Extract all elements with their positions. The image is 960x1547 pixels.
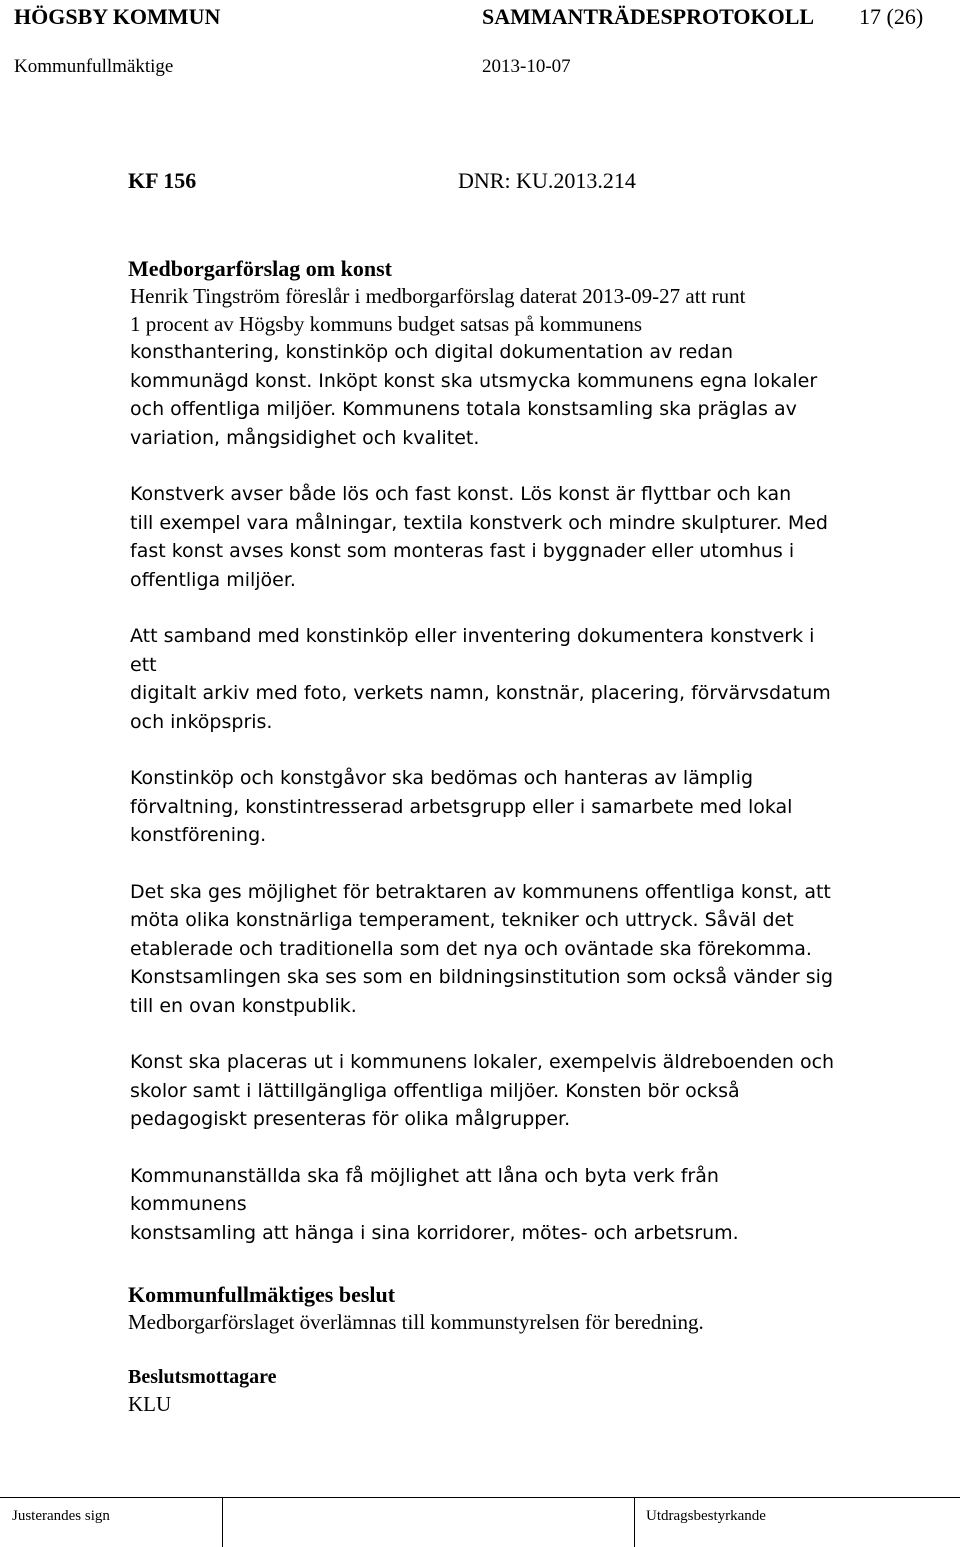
- body-text: [130, 338, 930, 1247]
- paragraph: [130, 1048, 930, 1134]
- paragraph-line: till exempel vara målningar, textila konstverk och mindre skulpturer. Med: [130, 511, 828, 534]
- paragraph-line: och offentliga miljöer. Kommunens totala konstsamling ska präglas av: [130, 398, 797, 420]
- decision-title: Kommunfullmäktiges beslut: [128, 1282, 396, 1307]
- footer-sign-box-2: [223, 1498, 635, 1547]
- paragraph-line: konstförening.: [130, 824, 267, 846]
- case-dnr: DNR: KU.2013.214: [458, 168, 636, 193]
- recipients-text: KLU: [128, 1392, 172, 1416]
- paragraph-line: Konstsamlingen ska ses som en bildningsinstitution som också vänder sig: [130, 966, 833, 988]
- municipality-name: HÖGSBY KOMMUN: [14, 4, 221, 29]
- paragraph-line: ett: [130, 653, 157, 676]
- paragraph-line: till en ovan konstpublik.: [130, 994, 357, 1017]
- paragraph-line: Konst ska placeras ut i kommunens lokaler, exempelvis äldreboenden och: [130, 1051, 835, 1073]
- meeting-body: Kommunfullmäktige: [14, 56, 174, 77]
- document-type: SAMMANTRÄDESPROTOKOLL: [482, 4, 815, 29]
- footer-justerandes-sign: Justerandes sign: [12, 1508, 110, 1524]
- decision-text: Medborgarförslaget överlämnas till kommunstyrelsen för beredning.: [128, 1310, 704, 1334]
- case-number: KF 156: [128, 168, 197, 193]
- paragraph-line: etablerade och traditionella som det nya och oväntade ska förekomma.: [130, 937, 812, 960]
- paragraph-line: kommunens: [130, 1193, 247, 1215]
- paragraph-line: Konstinköp och konstgåvor ska bedömas och hanteras av lämplig: [130, 767, 754, 789]
- recipients-title: Beslutsmottagare: [128, 1366, 277, 1388]
- lead-line-2: 1 procent av Högsby kommuns budget satsas på kommunens: [130, 312, 643, 336]
- paragraph-line: kommunägd konst. Inköpt konst ska utsmycka kommunens egna lokaler: [130, 369, 818, 392]
- paragraph-line: Det ska ges möjlighet för betraktaren av kommunens offentliga konst, att: [130, 880, 831, 903]
- paragraph-line: Att samband med konstinköp eller inventering dokumentera konstverk i: [130, 625, 815, 647]
- paragraph: [130, 480, 930, 594]
- section-title: Medborgarförslag om konst: [128, 256, 392, 281]
- paragraph-line: och inköpspris.: [130, 710, 273, 733]
- paragraph-line: möta olika konstnärliga temperament, tekniker och uttryck. Såväl det: [130, 909, 794, 931]
- paragraph-line: förvaltning, konstintresserad arbetsgrupp eller i samarbete med lokal: [130, 795, 793, 818]
- paragraph: [130, 1162, 930, 1248]
- paragraph-line: digitalt arkiv med foto, verkets namn, konstnär, placering, förvärvsdatum: [130, 682, 831, 704]
- paragraph: [130, 622, 930, 736]
- paragraph-line: variation, mångsidighet och kvalitet.: [130, 426, 480, 449]
- paragraph-line: konsthantering, konstinköp och digital dokumentation av redan: [130, 341, 734, 363]
- paragraph-line: pedagogiskt presenteras för olika målgrupper.: [130, 1108, 571, 1130]
- paragraph-line: konstsamling att hänga i sina korridorer, mötes- och arbetsrum.: [130, 1221, 739, 1244]
- paragraph: [130, 764, 930, 850]
- page-number: 17 (26): [859, 4, 924, 29]
- paragraph-line: Kommunanställda ska få möjlighet att låna och byta verk från: [130, 1164, 719, 1187]
- paragraph: [130, 878, 930, 1021]
- footer-utdragsbestyrkande: Utdragsbestyrkande: [646, 1508, 766, 1524]
- lead-line-1: Henrik Tingström föreslår i medborgarförslag daterat 2013-09-27 att runt: [130, 284, 746, 308]
- meeting-date: 2013-10-07: [482, 56, 571, 77]
- paragraph-line: skolor samt i lättillgängliga offentliga miljöer. Konsten bör också: [130, 1079, 740, 1102]
- paragraph-line: offentliga miljöer.: [130, 568, 296, 591]
- paragraph-line: Konstverk avser både lös och fast konst. Lös konst är flyttbar och kan: [130, 483, 792, 505]
- paragraph: [130, 338, 930, 452]
- paragraph-line: fast konst avses konst som monteras fast i byggnader eller utomhus i: [130, 540, 795, 562]
